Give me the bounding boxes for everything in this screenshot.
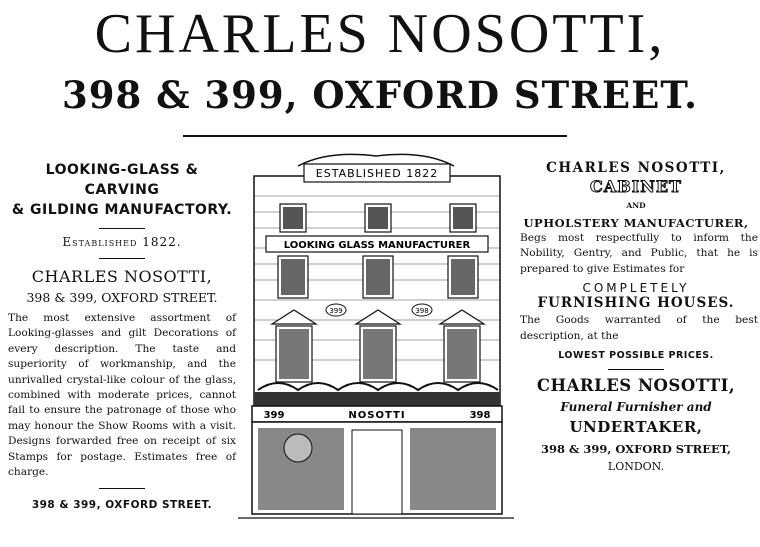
left-address: 398 & 399, OXFORD STREET. xyxy=(26,290,218,305)
left-established: Established 1822. xyxy=(62,235,182,249)
right-completely: COMPLETELY xyxy=(582,281,690,296)
left-divider-1 xyxy=(99,228,145,229)
right-furnishing: FURNISHING HOUSES. xyxy=(537,295,735,312)
shop-sign-left-number: 399 xyxy=(263,410,285,421)
established-sign-text: ESTABLISHED 1822 xyxy=(315,167,439,180)
shop-sign-right-number: 398 xyxy=(469,410,491,421)
right-city: LONDON. xyxy=(607,460,665,474)
right-and: AND xyxy=(626,201,646,210)
left-name: CHARLES NOSOTTI, xyxy=(31,267,213,286)
shop-door xyxy=(352,430,402,514)
right-cabinet: CABINET xyxy=(590,177,682,196)
mirror-display xyxy=(284,434,312,462)
plaque-left-text: 399 xyxy=(329,307,343,315)
left-heading-line2: & GILDING MANUFACTORY. xyxy=(11,202,233,218)
left-divider-3 xyxy=(99,488,145,489)
right-name-2: CHARLES NOSOTTI, xyxy=(536,376,736,396)
left-heading-line1: LOOKING-GLASS & CARVING xyxy=(45,162,199,198)
right-undertaker: UNDERTAKER, xyxy=(569,418,703,437)
address-heading: 398 & 399, OXFORD STREET. xyxy=(62,73,698,117)
advertiser-name-heading: CHARLES NOSOTTI, xyxy=(94,3,666,65)
left-column xyxy=(6,160,238,511)
left-body-text: The most extensive assortment of Looking-glasses and gilt Decorations of every description. The taste and superiority of workmanship, and the unrivalled crystal-like colour of the glass, combined with moderate prices, cannot fail to ensure the patronage of those who may honour the Show Rooms with a visit. Designs forwarded free on receipt of six Stamps for postage. Estimates free of charge. xyxy=(8,312,236,479)
shop-window-right xyxy=(410,428,496,510)
right-column xyxy=(514,160,758,473)
right-funeral: Funeral Furnisher and xyxy=(560,400,712,415)
left-footer-address: 398 & 399, OXFORD STREET. xyxy=(31,499,213,512)
left-divider-2 xyxy=(99,258,145,259)
right-lowest-prices: LOWEST POSSIBLE PRICES. xyxy=(558,350,714,362)
plaque-right-text: 398 xyxy=(415,307,429,315)
balcony-band xyxy=(254,392,500,406)
right-divider xyxy=(608,369,664,370)
shopfront-illustration xyxy=(238,152,514,532)
manufacturer-sign-text: LOOKING GLASS MANUFACTURER xyxy=(283,240,471,251)
right-upholstery: UPHOLSTERY MANUFACTURER, xyxy=(523,216,749,230)
right-name: CHARLES NOSOTTI, xyxy=(546,160,726,176)
right-address: 398 & 399, OXFORD STREET, xyxy=(540,442,732,457)
shop-sign-name: NOSOTTI xyxy=(348,410,406,421)
header-divider xyxy=(183,135,567,137)
right-body-1: Begs most respectfully to inform the Nobility, Gentry, and Public, that he is prepared to give Estimates for xyxy=(520,232,758,275)
right-body-2: The Goods warranted of the best description, at the xyxy=(520,314,758,342)
